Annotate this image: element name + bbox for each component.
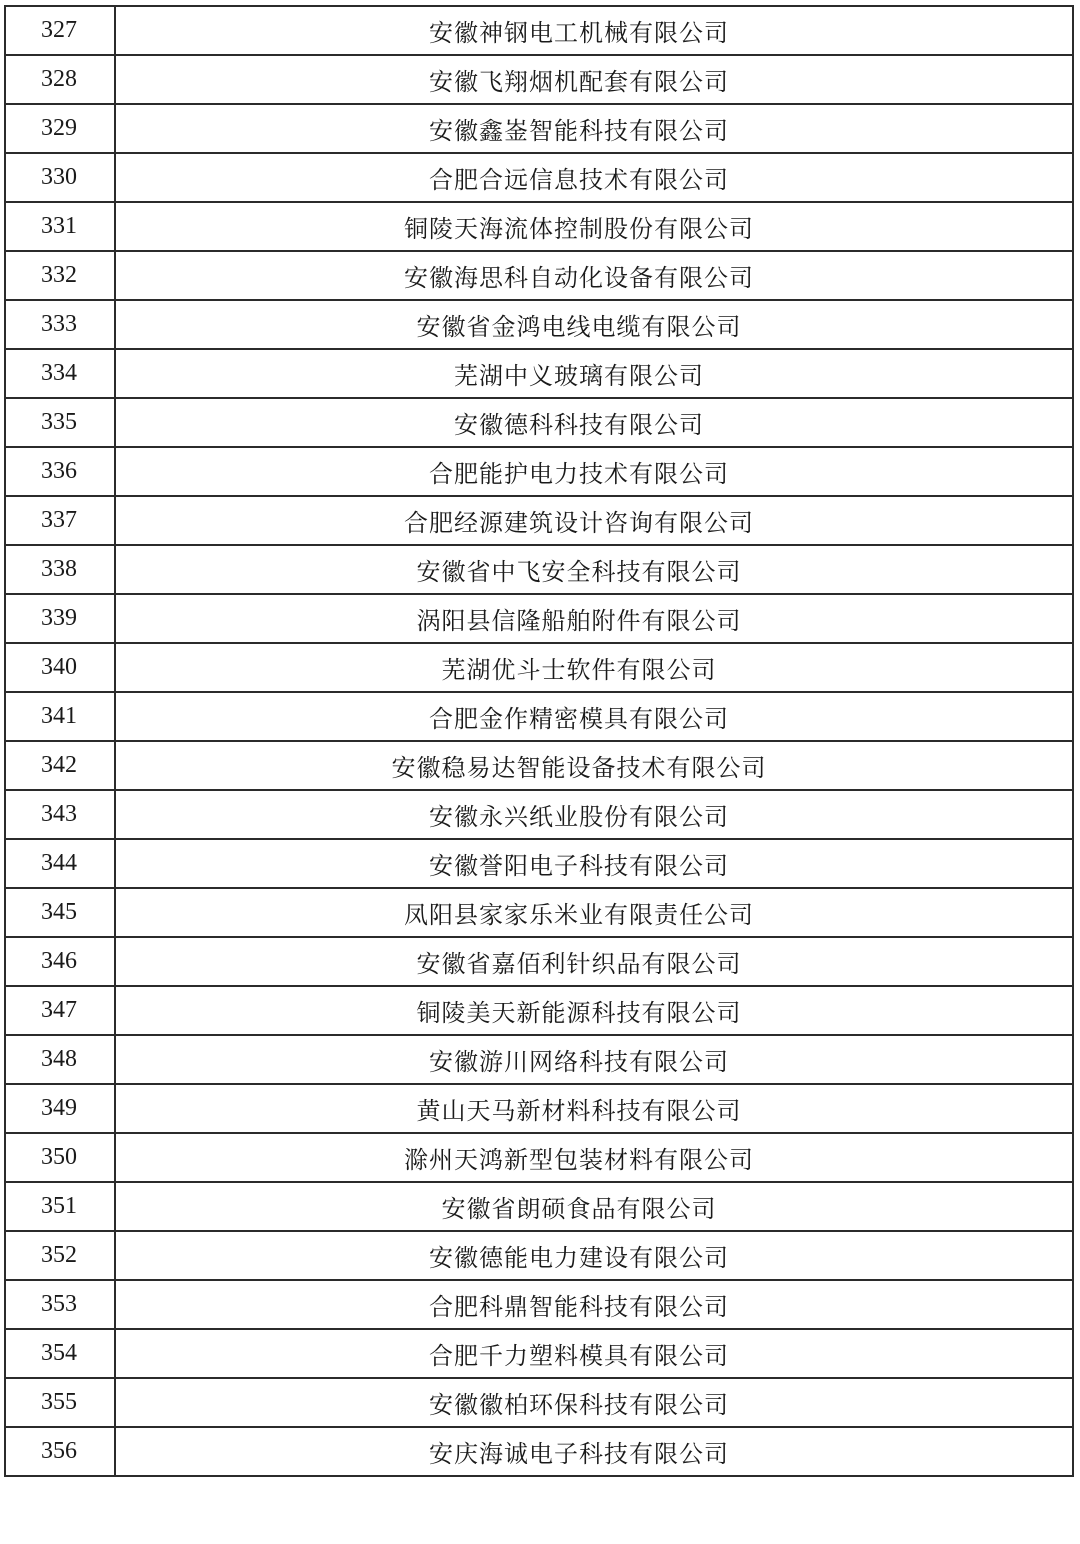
row-number-cell: 350 [5,1133,115,1182]
table-row [5,1280,1073,1329]
company-name-cell: 合肥金作精密模具有限公司 [115,692,1073,741]
table-row [5,839,1073,888]
company-name-cell: 芜湖优斗士软件有限公司 [115,643,1073,692]
company-name-cell: 安徽省金鸿电线电缆有限公司 [115,300,1073,349]
row-number-cell: 337 [5,496,115,545]
company-name-cell: 安徽海思科自动化设备有限公司 [115,251,1073,300]
row-number-cell: 327 [5,6,115,55]
row-number-cell: 330 [5,153,115,202]
table-row [5,1329,1073,1378]
company-name-cell: 合肥科鼎智能科技有限公司 [115,1280,1073,1329]
table-row [5,1133,1073,1182]
company-name-cell: 安徽德能电力建设有限公司 [115,1231,1073,1280]
table-row [5,1084,1073,1133]
row-number-cell: 352 [5,1231,115,1280]
row-number-cell: 354 [5,1329,115,1378]
company-name-cell: 铜陵美天新能源科技有限公司 [115,986,1073,1035]
company-name-cell: 安徽神钢电工机械有限公司 [115,6,1073,55]
table-row [5,104,1073,153]
table-row [5,6,1073,55]
table-row [5,1378,1073,1427]
company-name-cell: 安徽稳易达智能设备技术有限公司 [115,741,1073,790]
company-name-cell: 涡阳县信隆船舶附件有限公司 [115,594,1073,643]
table-row [5,349,1073,398]
table-row [5,741,1073,790]
company-name-cell: 合肥经源建筑设计咨询有限公司 [115,496,1073,545]
table-row [5,1427,1073,1476]
company-name-cell: 凤阳县家家乐米业有限责任公司 [115,888,1073,937]
table-row [5,643,1073,692]
company-name-cell: 安徽永兴纸业股份有限公司 [115,790,1073,839]
table-row [5,1231,1073,1280]
company-table-container [4,5,1074,1477]
row-number-cell: 340 [5,643,115,692]
company-name-cell: 合肥千力塑料模具有限公司 [115,1329,1073,1378]
table-row [5,55,1073,104]
table-row [5,594,1073,643]
company-name-cell: 黄山天马新材料科技有限公司 [115,1084,1073,1133]
company-name-cell: 安徽徽柏环保科技有限公司 [115,1378,1073,1427]
row-number-cell: 347 [5,986,115,1035]
table-row [5,692,1073,741]
company-name-cell: 安徽飞翔烟机配套有限公司 [115,55,1073,104]
row-number-cell: 338 [5,545,115,594]
table-row [5,888,1073,937]
company-name-cell: 芜湖中义玻璃有限公司 [115,349,1073,398]
company-name-cell: 滁州天鸿新型包装材料有限公司 [115,1133,1073,1182]
company-name-cell: 安徽德科科技有限公司 [115,398,1073,447]
row-number-cell: 329 [5,104,115,153]
table-row [5,986,1073,1035]
company-name-cell: 安徽游川网络科技有限公司 [115,1035,1073,1084]
table-row [5,545,1073,594]
table-row [5,202,1073,251]
row-number-cell: 335 [5,398,115,447]
company-name-cell: 安庆海诚电子科技有限公司 [115,1427,1073,1476]
row-number-cell: 345 [5,888,115,937]
company-name-cell: 安徽省中飞安全科技有限公司 [115,545,1073,594]
row-number-cell: 353 [5,1280,115,1329]
table-row [5,447,1073,496]
company-name-cell: 合肥能护电力技术有限公司 [115,447,1073,496]
row-number-cell: 348 [5,1035,115,1084]
company-name-cell: 安徽省朗硕食品有限公司 [115,1182,1073,1231]
row-number-cell: 342 [5,741,115,790]
row-number-cell: 334 [5,349,115,398]
company-name-cell: 铜陵天海流体控制股份有限公司 [115,202,1073,251]
table-row [5,251,1073,300]
row-number-cell: 328 [5,55,115,104]
company-name-cell: 安徽誉阳电子科技有限公司 [115,839,1073,888]
company-name-cell: 合肥合远信息技术有限公司 [115,153,1073,202]
table-row [5,153,1073,202]
company-table-body [5,6,1073,1476]
row-number-cell: 341 [5,692,115,741]
table-row [5,1182,1073,1231]
row-number-cell: 349 [5,1084,115,1133]
table-row [5,937,1073,986]
table-row [5,300,1073,349]
table-row [5,398,1073,447]
row-number-cell: 336 [5,447,115,496]
row-number-cell: 346 [5,937,115,986]
company-name-cell: 安徽省嘉佰利针织品有限公司 [115,937,1073,986]
table-row [5,496,1073,545]
table-row [5,790,1073,839]
company-table [4,5,1074,1477]
table-row [5,1035,1073,1084]
row-number-cell: 332 [5,251,115,300]
row-number-cell: 355 [5,1378,115,1427]
row-number-cell: 343 [5,790,115,839]
row-number-cell: 333 [5,300,115,349]
row-number-cell: 356 [5,1427,115,1476]
row-number-cell: 351 [5,1182,115,1231]
row-number-cell: 339 [5,594,115,643]
company-name-cell: 安徽鑫崟智能科技有限公司 [115,104,1073,153]
row-number-cell: 344 [5,839,115,888]
row-number-cell: 331 [5,202,115,251]
